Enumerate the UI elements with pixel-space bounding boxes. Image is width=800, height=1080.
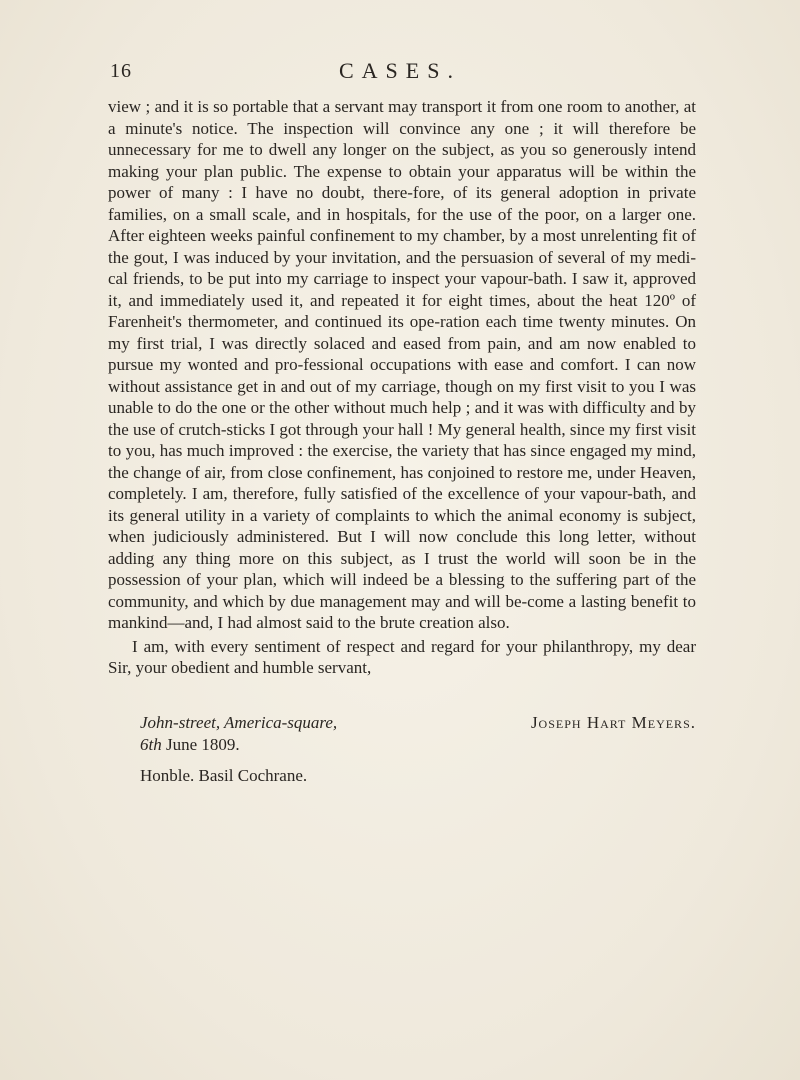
addressee: Honble. Basil Cochrane.: [140, 766, 308, 785]
running-head: CASES.: [339, 58, 461, 83]
letter-body: [108, 96, 696, 679]
letter-date: [140, 734, 696, 756]
main-paragraph: view ; and it is so portable that a servant may transport it from one room to another, at a minute's notice. The inspection will convince any one ; it will therefore be unnecessary for me to dwell any longer on the subject, as you so generously intend making your plan public. The expense to obtain your apparatus will be within the power of many : I have no doubt, there-fore, of its general adoption in private families, on a small scale, and in hospitals, for the use of the poor, on a larger one. After eighteen weeks painful confinement to my chamber, by a most unrelenting fit of the gout, I was induced by your invitation, and the persuasion of several of my medi-cal friends, to be put into my carriage to inspect your vapour-bath. I saw it, approved it, and immediately used it, and repeated it for eight times, about the heat 120º of Farenheit's thermometer, and continued its ope-ration each time twenty minutes. On my first trial, I was directly solaced and eased from pain, and am now enabled to pursue my wonted and pro-fessional occupations with ease and comfort. I can now without assistance get in and out of my carriage, though on my first visit to you I was unable to do the one or the other without much help ; and it was with difficulty and by the use of crutch-sticks I got through your hall ! My general health, since my first visit to you, has much improved : the exercise, the variety that has since engaged my mind, the change of air, from close confinement, has conjoined to restore me, under Heaven, completely. I am, therefore, fully satisfied of the excellence of your vapour-bath, and its general utility in a variety of complaints to which the animal economy is subject, when judiciously administered. But I will now conclude this long letter, without adding any thing more on this subject, as I trust the world will soon be in the possession of your plan, which will indeed be a blessing to the suffering part of the community, and which by due management may and will be-come a lasting benefit to mankind—and, I had almost said to the brute creation also.: [108, 97, 696, 632]
date-day: 6th: [140, 735, 162, 754]
page-number: 16: [110, 60, 132, 82]
date-rest: June 1809.: [161, 735, 240, 754]
closing-paragraph: I am, with every sentiment of respect and regard for your philanthropy, my dear Sir, your obedient and humble servant,: [108, 636, 696, 677]
sender-address: John-street, America-square,: [140, 713, 338, 732]
page-header: [110, 58, 690, 88]
letter-signoff: [140, 712, 696, 756]
signature: Joseph Hart Meyers.: [530, 713, 696, 732]
